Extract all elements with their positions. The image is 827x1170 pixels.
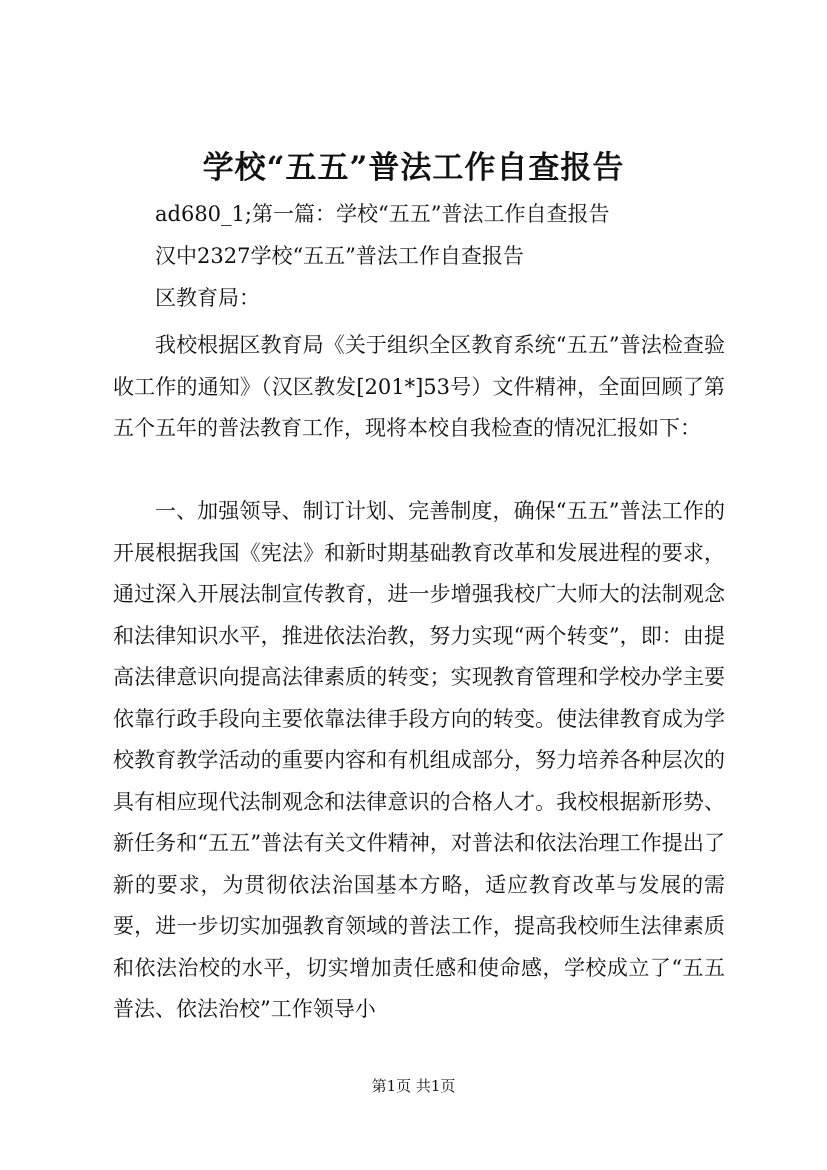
source-line: ad680_1;第一篇：学校“五五”普法工作自查报告: [155, 202, 610, 226]
document-title: 学校“五五”普法工作自查报告: [202, 150, 625, 186]
paragraph-intro: 我校根据区教育局《关于组织全区教育系统“五五”普法检查验收工作的通知》（汉区教发[201*]53号）文件精神，全面回顾了第五个五年的普法教育工作，现将本校自我检查的情况汇报如下：: [113, 333, 725, 440]
paragraph-section-one: 一、加强领导、制订计划、完善制度，确保“五五”普法工作的开展根据我国《宪法》和新时期基础教育改革和发展进程的要求，通过深入开展法制宣传教育，进一步增强我校广大师大的法制观念和法律知识水平，推进依法治教，努力实现“两个转变”，即：由提高法律意识向提高法律素质的转变；实现教育管理和学校办学主要依靠行政手段向主要依靠法律手段方向的转变。使法律教育成为学校教育教学活动的重要内容和有机组成部分，努力培养各种层次的具有相应现代法制观念和法律意识的合格人才。我校根据新形势、新任务和“五五”普法有关文件精神，对普法和依法治理工作提出了新的要求，为贯彻依法治国基本方略，适应教育改革与发展的需要，进一步切实加强教育领域的普法工作，提高我校师生法律素质和依法治校的水平，切实增加责任感和使命感，学校成立了“五五普法、依法治校”工作领导小: [113, 499, 725, 1021]
addressee-line: 区教育局：: [155, 286, 260, 310]
page-footer: 第1页 共1页: [371, 1077, 456, 1095]
subtitle-line: 汉中2327学校“五五”普法工作自查报告: [155, 244, 524, 268]
